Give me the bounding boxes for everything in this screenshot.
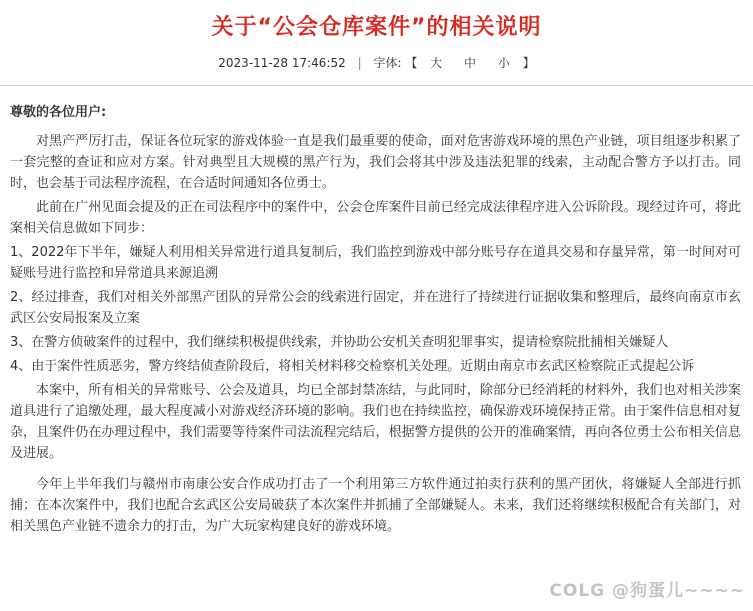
list-item: 2、经过排查，我们对相关外部黑产团队的异常公会的线索进行固定，并在进行了持续进行证据收集和整理后，最终向南京市玄武区公安局报案及立案 <box>10 290 741 326</box>
article-body <box>0 102 753 537</box>
font-size-large-button[interactable]: 大 <box>430 56 443 70</box>
font-size-small-button[interactable]: 小 <box>497 56 510 70</box>
header-divider <box>0 85 753 86</box>
paragraph: 此前在广州见面会提及的正在司法程序中的案件中，公会仓库案件目前已经完成法律程序进入公诉阶段。现经过许可，将此案相关信息做如下同步： <box>10 200 741 236</box>
meta-separator: | <box>357 56 362 70</box>
paragraph: 今年上半年我们与赣州市南康公安合作成功打击了一个利用第三方软件通过拍卖行获利的黑产团伙，将嫌疑人全部进行抓捕；在本次案件中，我们也配合玄武区公安局破获了本次案件并抓捕了全部嫌疑人。未来，我们还将继续积极配合有关部门，对相关黑色产业链不遗余力的打击，为广大玩家构建良好的游戏环境。 <box>10 477 741 534</box>
paragraph: 对黑产严厉打击，保证各位玩家的游戏体验一直是我们最重要的使命，面对危害游戏环境的黑色产业链，项目组逐步积累了一套完整的查证和应对方案。针对典型且大规模的黑产行为，我们会将其中涉及违法犯罪的线索，主动配合警方予以打击。同时，也会基于司法程序流程，在合适时间通知各位勇士。 <box>10 134 741 191</box>
font-size-medium-button[interactable]: 中 <box>464 56 477 70</box>
font-size-label: 字体: <box>373 56 402 70</box>
article-title: 关于“公会仓库案件”的相关说明 <box>211 15 542 40</box>
list-item: 3、在警方侦破案件的过程中，我们继续积极提供线索，并协助公安机关查明犯罪事实，提请检察院批捕相关嫌疑人 <box>10 335 669 350</box>
publish-datetime: 2023-11-28 17:46:52 <box>218 56 346 70</box>
article-meta <box>0 54 753 72</box>
bracket-close: 】 <box>522 56 535 70</box>
list-item: 4、由于案件性质恶劣，警方终结侦查阶段后，将相关材料移交检察机关处理。近期由南京市玄武区检察院正式提起公诉 <box>10 359 695 374</box>
watermark: COLG @狗蛋儿~~~~ <box>549 581 745 601</box>
paragraph: 本案中，所有相关的异常账号、公会及道具，均已全部封禁冻结，与此同时，除部分已经消耗的材料外，我们也对相关涉案道具进行了追缴处理，最大程度减小对游戏经济环境的影响。我们也在持续监控，确保游戏环境保持正常。由于案件信息相对复杂，且案件仍在办理过程中，我们需要等待案件司法流程完结后，根据警方提供的公开的准确案情，再向各位勇士公布相关信息及进展。 <box>10 383 741 461</box>
bracket-open: 【 <box>405 56 418 70</box>
greeting: 尊敬的各位用户: <box>10 105 107 120</box>
list-item: 1、2022年下半年，嫌疑人利用相关异常进行道具复制后，我们监控到游戏中部分账号存在道具交易和存量异常，第一时间对可疑账号进行监控和异常道具来源追溯 <box>10 245 741 281</box>
